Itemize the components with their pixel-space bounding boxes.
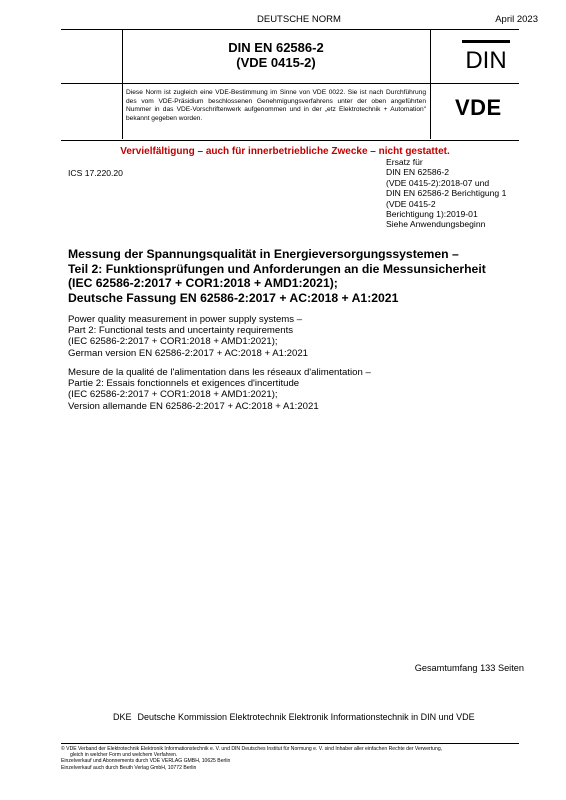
english-title [68, 314, 538, 359]
header-date: April 2023 [495, 14, 538, 25]
replacement-line: (VDE 0415-2 [386, 198, 436, 209]
title-line: Deutsche Fassung EN 62586-2:2017 + AC:2018 + A1:2021 [68, 290, 399, 305]
replacement-line: (VDE 0415-2):2018-07 und [386, 177, 490, 188]
replacement-line: Siehe Anwendungsbeginn [386, 219, 486, 230]
standard-number-block [127, 40, 425, 70]
svg-text:DIN: DIN [465, 47, 507, 72]
title-line: Mesure de la qualité de l'alimentation dans les réseaux d'alimentation – [68, 367, 371, 378]
ics-code: ICS 17.220.20 [68, 168, 123, 178]
footer-line: © VDE Verband der Elektrotechnik Elektronik Informationstechnik e. V. und DIN Deutsches Institut für Normung e. V. sind Inhaber aller einfachen Rechte der Verwertung, [61, 746, 443, 752]
title-line: Partie 2: Essais fonctionnels et exigences d'incertitude [68, 378, 300, 390]
frame-divider-left [122, 29, 123, 139]
title-line: Power quality measurement in power supply systems – [68, 314, 303, 325]
french-title [68, 367, 538, 412]
footer-line: gleich in welcher Form und welchem Verfahren. [70, 752, 178, 759]
footer-copyright [61, 746, 521, 771]
frame-divider-middle [61, 83, 519, 84]
committee-line [113, 712, 475, 722]
committee-abbr: DKE [113, 712, 132, 722]
replacement-line: DIN EN 62586-2 Berichtigung 1 [386, 188, 507, 199]
vde-number: (VDE 0415-2) [236, 55, 316, 70]
replacement-info [386, 157, 506, 230]
replacement-line: Ersatz für [386, 157, 423, 167]
title-line: Part 2: Functional tests and uncertainty requirements [68, 325, 294, 337]
title-line: German version EN 62586-2:2017 + AC:2018 + A1:2021 [68, 347, 309, 359]
title-line: Teil 2: Funktionsprüfungen und Anforderungen an die Messunsicherheit [68, 261, 486, 276]
footer-line: Einzelverkauf auch durch Beuth Verlag GmbH, 10772 Berlin [61, 764, 197, 771]
footer-line: Einzelverkauf und Abonnements durch VDE VERLAG GMBH, 10625 Berlin [61, 758, 231, 765]
replacement-line: Berichtigung 1):2019-01 [386, 209, 478, 220]
vde-notice: Diese Norm ist zugleich eine VDE-Bestimmung im Sinne von VDE 0022. Sie ist nach Durchführung des vom VDE-Präsidium beschlossenen Genehmigungsverfahrens unter der oben angeführten Nummer in das VDE-Vorschriftenwerk aufgenommen und in der „etz Elektrotechnik + Automation" bekannt gegeben worden. [126, 89, 426, 122]
vde-logo: VDE [455, 95, 502, 120]
frame-divider-right [430, 29, 431, 139]
footer-rule [61, 743, 519, 744]
title-line: Version allemande EN 62586-2:2017 + AC:2018 + A1:2021 [68, 400, 319, 412]
replacement-line: DIN EN 62586-2 [386, 167, 450, 178]
header-label: DEUTSCHE NORM [257, 14, 341, 25]
din-logo [460, 38, 514, 72]
german-title [68, 247, 538, 305]
copy-notice: Vervielfältigung – auch für innerbetriebliche Zwecke – nicht gestattet. [120, 146, 450, 157]
title-line: (IEC 62586-2:2017 + COR1:2018 + AMD1:2021); [68, 336, 278, 348]
title-line: (IEC 62586-2:2017 + COR1:2018 + AMD1:2021); [68, 389, 278, 401]
title-line: Messung der Spannungsqualität in Energieversorgungssystemen – [68, 247, 459, 261]
title-line: (IEC 62586-2:2017 + COR1:2018 + AMD1:2021); [68, 276, 338, 291]
total-pages: Gesamtumfang 133 Seiten [414, 663, 524, 673]
committee-name: Deutsche Kommission Elektrotechnik Elektronik Informationstechnik in DIN und VDE [137, 712, 475, 722]
standard-number: DIN EN 62586-2 [228, 40, 324, 55]
